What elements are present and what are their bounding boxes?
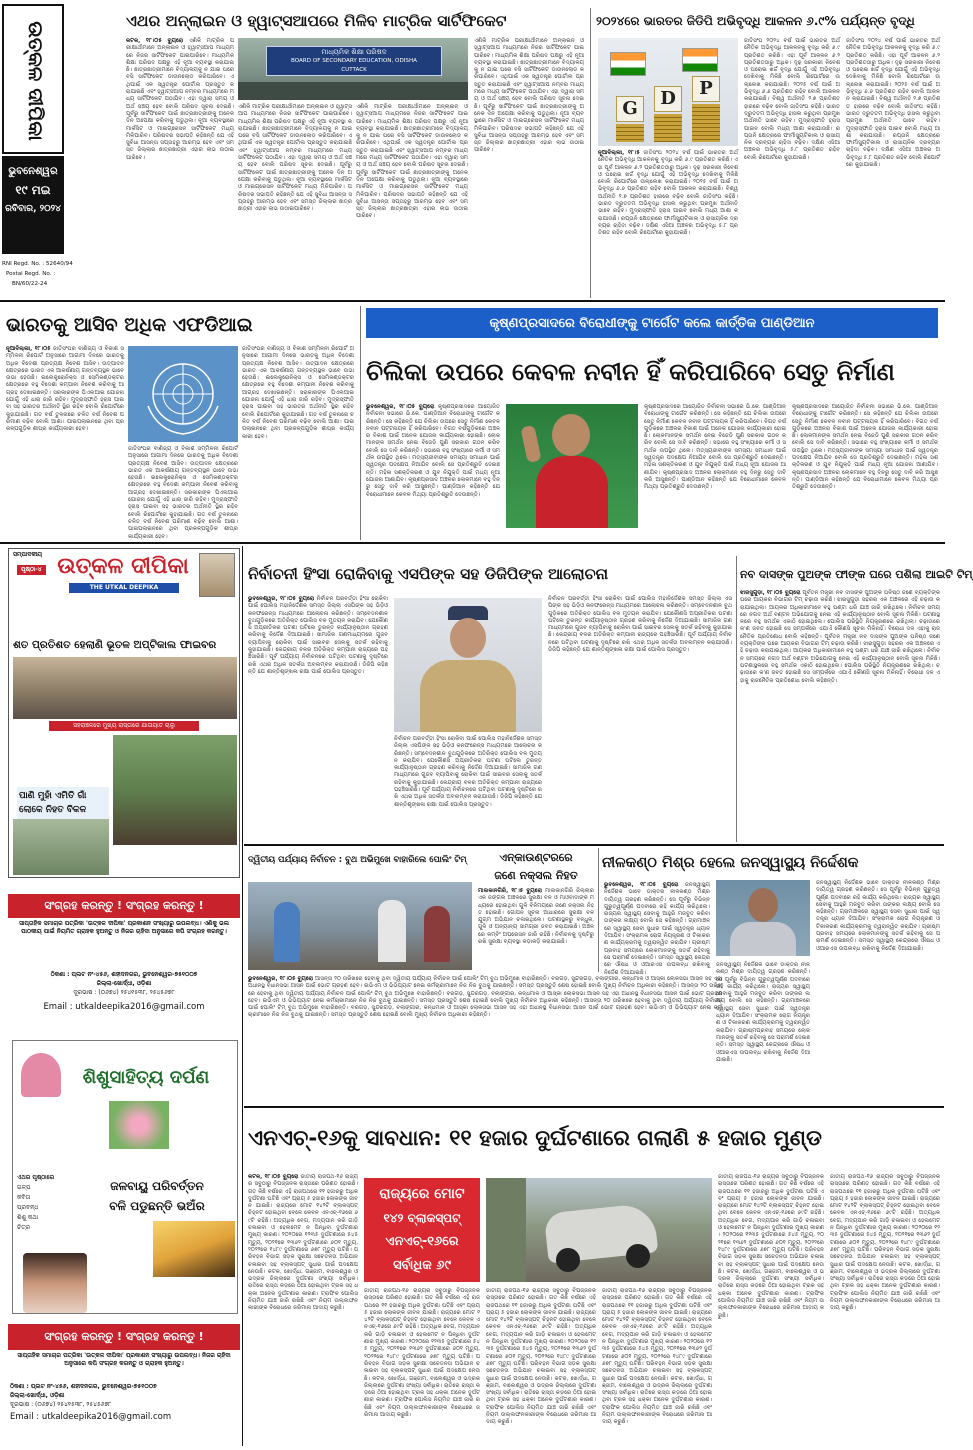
magazine-label: ସମ୍ପାଦକୀୟ	[13, 551, 43, 558]
fdi-body-col3: ଜାତିସଂଘର ବାଣିଜ୍ୟ ଓ ବିକାଶ ସମ୍ମିଳନୀ ରିପୋର୍ଟ ଅନୁସାରେ ଆଗାମୀ ଦିନରେ ଭାରତକୁ ଅଧିକ ବିଦେଶୀ ପ୍ରତ୍ୟକ୍ଷ ନିବେଶ ଆସିବ। ଉତ୍ପାଦନ କ୍ଷେତ୍ରରେ ଭାରତ ଏକ ଆକର୍ଷଣୀୟ ଗନ୍ତବ୍ୟସ୍ଥଳ ଭାବେ ଉଭା ହେଉଛି। ଇଲେକ୍ଟ୍ରୋନିକ୍ସ ଓ ସେମିକଣ୍ଡକ୍ଟର କ୍ଷେତ୍ରରେ ବହୁ ବିଦେଶୀ କମ୍ପାନୀ ନିବେଶ କରିବାକୁ ଆଗ୍ରହ ଦେଖାଇଛନ୍ତି। ସରକାରଙ୍କ ପିଏଲଆଇ ଯୋଜନା ଯୋଗୁଁ ଏହି ଧାରା ଜାରି ରହିବ। ମୁଦ୍ରାସ୍ଫୀତି ହ୍ରାସ ପାଇବା ସହ ଭାରତର ଅର୍ଥନୀତି ସ୍ଥିର ରହିବ ବୋଲି ରିପୋର୍ଟରେ କୁହାଯାଇଛି। ଗତ ବର୍ଷ ତୁଳନାରେ ଚଳିତ ବର୍ଷ ନିବେଶ ପରିମାଣ ବଢ଼ିବ ବୋଲି ଆଶା। ପାଇପଲାଇନରେ ଥିବା ପ୍ରକଳ୍ପଗୁଡ଼ିକ ଶୀଘ୍ର କାର୍ଯ୍ୟକାରୀ ହେବ।	[242, 346, 354, 440]
un-emblem-icon	[128, 346, 238, 442]
nilakantha-body-col2: ଜନସ୍ୱାସ୍ଥ୍ୟ ନିର୍ଦ୍ଦେଶକ ଭାବେ ଡାକ୍ତର ନୀଳକଣ୍ଠ ମିଶ୍ର ଦାୟିତ୍ୱ ଗ୍ରହଣ କରିଛନ୍ତି। ସେ ପୂର୍ବରୁ ବିଭିନ୍ନ ଗୁରୁତ୍ୱପୂର୍ଣ୍ଣ ପଦବୀରେ ରହି କାର୍ଯ୍ୟ କରିଥିଲେ। ରାଜ୍ୟର ସ୍ୱାସ୍ଥ୍ୟ ସେବାକୁ ଆହୁରି ମଜବୁତ କରିବା ତାଙ୍କର ଲକ୍ଷ୍ୟ ବୋଲି ସେ କହିଛନ୍ତି। ଗ୍ରାମାଞ୍ଚଳରେ ସ୍ୱାସ୍ଥ୍ୟ ସେବା ସୁଧାର ପାଇଁ ସ୍ୱତନ୍ତ୍ର ଧ୍ୟାନ ଦିଆଯିବ। ସଂକ୍ରାମକ ରୋଗ ନିୟନ୍ତ୍ରଣ ଓ ଟିକାକରଣ କାର୍ଯ୍ୟକ୍ରମକୁ ତ୍ୱରାନ୍ୱିତ କରାଯିବ। ଗ୍ରୀଷ୍ମପ୍ରବାହ ସମୟରେ ଲୋକମାନଙ୍କୁ ସତର୍କ ରହିବାକୁ ସେ ପରାମର୍ଶ ଦେଇଛନ୍ତି। ସମସ୍ତ ସ୍ୱାସ୍ଥ୍ୟ କେନ୍ଦ୍ରରେ ଔଷଧ ଓ ଓଆରଏସ ଉପଲବ୍ଧ ରଖିବାକୁ ନିର୍ଦ୍ଦେଶ ଦିଆଯାଇଛି।	[716, 962, 810, 1063]
magazine-title: ଉତ୍କଳ ଦୀପିକା	[57, 553, 189, 579]
encounter-body: ମାଲକାନଗିରି, ୧୮।୫ ବ୍ୟୁରୋ ମାଲକାନଗିରି ଜିଲ୍ଲାର ଏକ ଜଙ୍ଗଲ ଅଞ୍ଚଳରେ ସୁରକ୍ଷା ବଳ ଓ ମାଓବାଦୀଙ୍କ ମଧ୍ୟରେ ହୋଇଥିବା ଗୁଳି ବିନିମୟରେ ଜଣେ ନକ୍ସଲ ନିହତ ହୋଇଛି। ଗୋପନ ସୂଚନା ଆଧାରରେ ସୁରକ୍ଷା ବଳ ଯୁଗ୍ମ ଅଭିଯାନ ଚଳାଇଥିଲେ। ଘଟଣାସ୍ଥଳରୁ ବନ୍ଧୁକ, ଗୁଳି ଓ ଅନ୍ୟାନ୍ୟ ସାମଗ୍ରୀ ଜବତ କରାଯାଇଛି। ଅଞ୍ଚଳରେ କମ୍ବିଂ ଅପରେସନ ଜାରି ରହିଛି। ନିର୍ବାଚନକୁ ଦୃଷ୍ଟିରୁ ରଖି ସୁରକ୍ଷା ବ୍ୟବସ୍ଥା କଡ଼ାକଡ଼ି କରାଯାଇଛି।	[478, 888, 595, 946]
girl-portrait	[23, 1253, 87, 1313]
children-magazine-promo[interactable]	[12, 1040, 238, 1314]
nh16-body-col4: ଜାତୀୟ ରାଜପଥ-୧୬ ରାଜ୍ୟର ସବୁଠାରୁ ବିପଜ୍ଜନକ ରାସ୍ତାରେ ପରିଣତ ହୋଇଛି। ଗତ କିଛି ବର୍ଷରେ ଏହି ରାଜପଥରେ ୧୧ ହଜାରରୁ ଅଧିକ ଦୁର୍ଘଟଣା ଘଟିଛି ଏବଂ ପ୍ରାୟ ୫ ହଜାର ଲୋକଙ୍କ ଜୀବନ ଯାଇଛି। ରାଜ୍ୟରେ ମୋଟ ୧୪୨ଟି ବ୍ଲାକସ୍ପଟ୍ ଚିହ୍ନଟ ହୋଇଥିବା ବେଳେ କେବଳ ଏନଏଚ୍-୧୬ରେ ୬୯ଟି ରହିଛି। ଅତ୍ୟଧିକ ବେଗ, ମଦ୍ୟପାନ କରି ଗାଡ଼ି ଚଳାଇବା ଓ ହେଲମେଟ ନ ପିନ୍ଧିବା ଦୁର୍ଘଟଣାର ମୁଖ୍ୟ କାରଣ। ୨୦୨୦ରେ ୧୨୩୫ ଦୁର୍ଘଟଣାରେ ୫୪୫ ମୃତ୍ୟୁ, ୨୦୨୧ରେ ୧୩୬୨ ଦୁର୍ଘଟଣାରେ ୬୦୧ ମୃତ୍ୟୁ, ୨୦୨୨ରେ ୧୪୮୯ ଦୁର୍ଘଟଣାରେ ୬୭୮ ମୃତ୍ୟୁ ଘଟିଛି। ପରିବହନ ବିଭାଗ ସଡ଼କ ସୁରକ୍ଷା ସଚେତନତା ଅଭିଯାନ ଚଳାଇବା ସହ ବ୍ଲାକସ୍ପଟ୍ ସୁଧାର ପାଇଁ ପଦକ୍ଷେପ ନେଉଛି। କଟକ, ଖୋର୍ଦ୍ଧା, ଗଞ୍ଜାମ, ବାଲେଶ୍ୱର ଓ ଭଦ୍ରକ ଜିଲ୍ଲାରେ ଦୁର୍ଘଟଣା ସଂଖ୍ୟା ସର୍ବାଧିକ। ରାତିରେ ରାସ୍ତା କଡ଼ରେ ଠିଆ ହୋଇଥିବା ଟ୍ରକ ସହ ଧକ୍କା ଅନେକ ଦୁର୍ଘଟଣାର କାରଣ। ଟ୍ରାଫିକ ପୋଲିସ ନିୟମିତ ଯାଞ୍ଚ ଜାରି ରଖିଛି ଏବଂ ନିୟମ ଉଲ୍ଲଙ୍ଘନକାରୀଙ୍କ ବିରୋଧରେ ଜରିମାନା ଆଦାୟ କରୁଛି।	[602, 1288, 712, 1426]
violence-body-col1	[248, 596, 388, 836]
nabadas-headline[interactable]: ନବ ଦାସଙ୍କ ପୁଅଙ୍କ ଫୀଙ୍କ ଘରେ ପଶିଲା ଆଇଟି ଟିମ୍	[740, 568, 973, 581]
magazine-page: ପୃଷ୍ଠା-୪	[17, 565, 46, 575]
promo1-district: ଜିଲ୍ଲା-ଖୋର୍ଦ୍ଧା, ଓଡ଼ିଶା	[96, 980, 152, 987]
village-photo	[113, 735, 237, 845]
board-sign-english: BOARD OF SECONDARY EDUCATION, ODISHA	[291, 58, 417, 64]
polling-team-photo	[248, 882, 472, 970]
nabadas-dateline: ଝାରସୁଗୁଡ଼ା, ୧୮।୦୫ ବ୍ୟୁରୋ	[740, 590, 801, 596]
phase2-headline[interactable]: ଦ୍ୱିତୀୟ ପର୍ଯ୍ୟାୟ ନିର୍ବାଚନ : ବୁଥ ଅଭିମୁଖେ ବାହାରିଲେ ପୋଲିଂ ଟିମ୍	[248, 855, 467, 865]
inset-caption: ସହରାଞ୍ଚଳରେ ମୁଖ୍ୟ ରାସ୍ତାରେ ଯାତାୟାତ ଚାଲୁ	[49, 721, 199, 731]
section-rule	[244, 844, 944, 846]
violence-dateline: ଭୁବନେଶ୍ୱର, ୧୮।୦୫ ବ୍ୟୁରୋ	[248, 596, 315, 602]
founder-portrait	[199, 553, 235, 597]
violence-headline[interactable]: ନିର୍ବାଚନୀ ହିଂସା ରୋକିବାକୁ ଏସପିଙ୍କ ସହ ଡିଜିପିଙ୍କ ଆଲୋଚନା	[248, 565, 609, 583]
postal-number: BN/60/22-24	[12, 281, 48, 287]
masthead-city: ଭୁବନେଶ୍ୱର	[8, 166, 58, 177]
masthead-date: ୧୯ ମଇ	[15, 183, 51, 197]
gdp-letter-g: G	[616, 96, 644, 122]
gdp-body: ଜାତିସଂଘ ୨୦୨୪ ବର୍ଷ ପାଇଁ ଭାରତର ଅର୍ଥନୈତିକ ଅଭିବୃଦ୍ଧି ଆକଳନକୁ ବୃଦ୍ଧି କରି ୬.୯ ପ୍ରତିଶତ କରିଛି। ଏହା ପୂର୍ବ ଆକଳନ ୬.୨ ପ୍ରତିଶତଠାରୁ ଅଧିକ। ଦୃଢ଼ ସରକାରୀ ନିବେଶ ଓ ଘରୋଇ ଖର୍ଚ୍ଚ ବୃଦ୍ଧି ଯୋଗୁଁ ଏହି ଅଭିବୃଦ୍ଧି ଦେଖିବାକୁ ମିଳିଛି ବୋଲି ରିପୋର୍ଟରେ ଉଲ୍ଲେଖ କରାଯାଇଛି। ୨୦୨୫ ବର୍ଷ ପାଇଁ ଅଭିବୃଦ୍ଧି ୬.୬ ପ୍ରତିଶତ ରହିବ ବୋଲି ଆକଳନ କରାଯାଇଛି। ବିଶ୍ୱ ଅର୍ଥନୀତି ୨.୭ ପ୍ରତିଶତ ହାରରେ ବଢ଼ିବ ବୋଲି ଜାତିସଂଘ କହିଛି। ଭାରତ ଦ୍ରୁତତମ ଅଭିବୃଦ୍ଧି ହାସଲ କରୁଥିବା ପ୍ରମୁଖ ଅର୍ଥନୀତି ଭାବେ ରହିବ। ମୁଦ୍ରାସ୍ଫୀତି ହ୍ରାସ ପାଇବ ବୋଲି ମଧ୍ୟ ଆଶା କରାଯାଉଛି। ରପ୍ତାନି କ୍ଷେତ୍ରରେ ଫାର୍ମାସ୍ୟୁଟିକାଲ ଓ ରାସାୟନିକ ଦ୍ରବ୍ୟର ଚାହିଦା ବଢ଼ିବ। ଦକ୍ଷିଣ ଏସିଆ ଅଞ୍ଚଳର ଅଭିବୃଦ୍ଧି ୫.୮ ପ୍ରତିଶତ ରହିବ ବୋଲି ରିପୋର୍ଟରେ କୁହାଯାଇଛି।	[598, 150, 738, 237]
gdp-body-col1	[598, 150, 738, 294]
phase2-body: ଭୁବନେଶ୍ୱର, ୧୮।୦୫ ବ୍ୟୁରୋ ଆସନ୍ତା ୨୦ ତାରିଖରେ ହେବାକୁ ଥିବା ଦ୍ୱିତୀୟ ପର୍ଯ୍ୟାୟ ନିର୍ବାଚନ ପାଇଁ ପୋଲିଂ ଟିମ୍ ବୁଥ ଅଭିମୁଖେ ବାହାରିଛନ୍ତି। ବରଗଡ଼, ସୁନ୍ଦରଗଡ଼, ବଲାଙ୍ଗୀର, କନ୍ଧମାଳ ଓ ଆସ୍କା ଲୋକସଭା ଆସନ ସହ ଏହା ଅଧୀନସ୍ଥ ବିଧାନସଭା ଆସନ ପାଇଁ ଭୋଟ ଗ୍ରହଣ ହେବ। ଇଭିଏମ ଓ ଭିଭିପ୍ୟାଟ ନେଇ କର୍ମଚାରୀମାନେ ନିଜ ନିଜ ବୁଥକୁ ଯାଇଛନ୍ତି। ସମସ୍ତ ପ୍ରସ୍ତୁତି ଶେଷ ହୋଇଛି ବୋଲି ମୁଖ୍ୟ ନିର୍ବାଚନ ଅଧିକାରୀ କହିଛନ୍ତି। ଆସନ୍ତା ୨୦ ତାରିଖରେ ହେବାକୁ ଥିବା ଦ୍ୱିତୀୟ ପର୍ଯ୍ୟାୟ ନିର୍ବାଚନ ପାଇଁ ପୋଲିଂ ଟିମ୍ ବୁଥ ଅଭିମୁଖେ ବାହାରିଛନ୍ତି। ବରଗଡ଼, ସୁନ୍ଦରଗଡ଼, ବଲାଙ୍ଗୀର, କନ୍ଧମାଳ ଓ ଆସ୍କା ଲୋକସଭା ଆସନ ସହ ଏହା ଅଧୀନସ୍ଥ ବିଧାନସଭା ଆସନ ପାଇଁ ଭୋଟ ଗ୍ରହଣ ହେବ। ଇଭିଏମ ଓ ଭିଭିପ୍ୟାଟ ନେଇ କର୍ମଚାରୀମାନେ ନିଜ ନିଜ ବୁଥକୁ ଯାଇଛନ୍ତି। ସମସ୍ତ ପ୍ରସ୍ତୁତି ଶେଷ ହୋଇଛି ବୋଲି ମୁଖ୍ୟ ନିର୍ବାଚନ ଅଧିକାରୀ କହିଛନ୍ତି। ଆସନ୍ତା ୨୦ ତାରିଖରେ ହେବାକୁ ଥିବା ଦ୍ୱିତୀୟ ପର୍ଯ୍ୟାୟ ନିର୍ବାଚନ ପାଇଁ ପୋଲିଂ ଟିମ୍ ବୁଥ ଅଭିମୁଖେ ବାହାରିଛନ୍ତି। ବରଗଡ଼, ସୁନ୍ଦରଗଡ଼, ବଲାଙ୍ଗୀର, କନ୍ଧମାଳ ଓ ଆସ୍କା ଲୋକସଭା ଆସନ ସହ ଏହା ଅଧୀନସ୍ଥ ବିଧାନସଭା ଆସନ ପାଇଁ ଭୋଟ ଗ୍ରହଣ ହେବ। ଇଭିଏମ ଓ ଭିଭିପ୍ୟାଟ ନେଇ କର୍ମଚାରୀମାନେ ନିଜ ନିଜ ବୁଥକୁ ଯାଇଛନ୍ତି। ସମସ୍ତ ପ୍ରସ୍ତୁତି ଶେଷ ହୋଇଛି ବୋଲି ମୁଖ୍ୟ ନିର୍ବାଚନ ଅଧିକାରୀ କହିଛନ୍ତି।	[248, 976, 723, 1019]
nh16-dateline: କଟକ, ୧୮।୦୫ ବ୍ୟୁରୋ	[248, 1174, 299, 1180]
nh16-body-col3: ଜାତୀୟ ରାଜପଥ-୧୬ ରାଜ୍ୟର ସବୁଠାରୁ ବିପଜ୍ଜନକ ରାସ୍ତାରେ ପରିଣତ ହୋଇଛି। ଗତ କିଛି ବର୍ଷରେ ଏହି ରାଜପଥରେ ୧୧ ହଜାରରୁ ଅଧିକ ଦୁର୍ଘଟଣା ଘଟିଛି ଏବଂ ପ୍ରାୟ ୫ ହଜାର ଲୋକଙ୍କ ଜୀବନ ଯାଇଛି। ରାଜ୍ୟରେ ମୋଟ ୧୪୨ଟି ବ୍ଲାକସ୍ପଟ୍ ଚିହ୍ନଟ ହୋଇଥିବା ବେଳେ କେବଳ ଏନଏଚ୍-୧୬ରେ ୬୯ଟି ରହିଛି। ଅତ୍ୟଧିକ ବେଗ, ମଦ୍ୟପାନ କରି ଗାଡ଼ି ଚଳାଇବା ଓ ହେଲମେଟ ନ ପିନ୍ଧିବା ଦୁର୍ଘଟଣାର ମୁଖ୍ୟ କାରଣ। ୨୦୨୦ରେ ୧୨୩୫ ଦୁର୍ଘଟଣାରେ ୫୪୫ ମୃତ୍ୟୁ, ୨୦୨୧ରେ ୧୩୬୨ ଦୁର୍ଘଟଣାରେ ୬୦୧ ମୃତ୍ୟୁ, ୨୦୨୨ରେ ୧୪୮୯ ଦୁର୍ଘଟଣାରେ ୬୭୮ ମୃତ୍ୟୁ ଘଟିଛି। ପରିବହନ ବିଭାଗ ସଡ଼କ ସୁରକ୍ଷା ସଚେତନତା ଅଭିଯାନ ଚଳାଇବା ସହ ବ୍ଲାକସ୍ପଟ୍ ସୁଧାର ପାଇଁ ପଦକ୍ଷେପ ନେଉଛି। କଟକ, ଖୋର୍ଦ୍ଧା, ଗଞ୍ଜାମ, ବାଲେଶ୍ୱର ଓ ଭଦ୍ରକ ଜିଲ୍ଲାରେ ଦୁର୍ଘଟଣା ସଂଖ୍ୟା ସର୍ବାଧିକ। ରାତିରେ ରାସ୍ତା କଡ଼ରେ ଠିଆ ହୋଇଥିବା ଟ୍ରକ ସହ ଧକ୍କା ଅନେକ ଦୁର୍ଘଟଣାର କାରଣ। ଟ୍ରାଫିକ ପୋଲିସ ନିୟମିତ ଯାଞ୍ଚ ଜାରି ରଖିଛି ଏବଂ ନିୟମ ଉଲ୍ଲଙ୍ଘନକାରୀଙ୍କ ବିରୋଧରେ ଜରିମାନା ଆଦାୟ କରୁଛି।	[486, 1288, 596, 1426]
section-rule	[0, 300, 945, 302]
nh16-headline[interactable]: ଏନଏଚ୍-୧୬କୁ ସାବଧାନ: ୧୧ ହଜାର ଦୁର୍ଘଟଣାରେ ଗଲାଣି ୫ ହଜାର ମୁଣ୍ଡ	[248, 1126, 822, 1151]
chilika-kicker: କୃଷ୍ଣପ୍ରସାଦରେ ବିରୋଧୀଙ୍କୁ ଟାର୍ଗେଟ କଲେ କାର୍ତ୍ତିକ ପାଣ୍ଡିଆନ	[366, 308, 938, 338]
blackspot-callout	[364, 1178, 480, 1282]
gdp-letter-p: P	[692, 76, 720, 102]
nh16-body-col2: ଜାତୀୟ ରାଜପଥ-୧୬ ରାଜ୍ୟର ସବୁଠାରୁ ବିପଜ୍ଜନକ ରାସ୍ତାରେ ପରିଣତ ହୋଇଛି। ଗତ କିଛି ବର୍ଷରେ ଏହି ରାଜପଥରେ ୧୧ ହଜାରରୁ ଅଧିକ ଦୁର୍ଘଟଣା ଘଟିଛି ଏବଂ ପ୍ରାୟ ୫ ହଜାର ଲୋକଙ୍କ ଜୀବନ ଯାଇଛି। ରାଜ୍ୟରେ ମୋଟ ୧୪୨ଟି ବ୍ଲାକସ୍ପଟ୍ ଚିହ୍ନଟ ହୋଇଥିବା ବେଳେ କେବଳ ଏନଏଚ୍-୧୬ରେ ୬୯ଟି ରହିଛି। ଅତ୍ୟଧିକ ବେଗ, ମଦ୍ୟପାନ କରି ଗାଡ଼ି ଚଳାଇବା ଓ ହେଲମେଟ ନ ପିନ୍ଧିବା ଦୁର୍ଘଟଣାର ମୁଖ୍ୟ କାରଣ। ୨୦୨୦ରେ ୧୨୩୫ ଦୁର୍ଘଟଣାରେ ୫୪୫ ମୃତ୍ୟୁ, ୨୦୨୧ରେ ୧୩୬୨ ଦୁର୍ଘଟଣାରେ ୬୦୧ ମୃତ୍ୟୁ, ୨୦୨୨ରେ ୧୪୮୯ ଦୁର୍ଘଟଣାରେ ୬୭୮ ମୃତ୍ୟୁ ଘଟିଛି। ପରିବହନ ବିଭାଗ ସଡ଼କ ସୁରକ୍ଷା ସଚେତନତା ଅଭିଯାନ ଚଳାଇବା ସହ ବ୍ଲାକସ୍ପଟ୍ ସୁଧାର ପାଇଁ ପଦକ୍ଷେପ ନେଉଛି। କଟକ, ଖୋର୍ଦ୍ଧା, ଗଞ୍ଜାମ, ବାଲେଶ୍ୱର ଓ ଭଦ୍ରକ ଜିଲ୍ଲାରେ ଦୁର୍ଘଟଣା ସଂଖ୍ୟା ସର୍ବାଧିକ। ରାତିରେ ରାସ୍ତା କଡ଼ରେ ଠିଆ ହୋଇଥିବା ଟ୍ରକ ସହ ଧକ୍କା ଅନେକ ଦୁର୍ଘଟଣାର କାରଣ। ଟ୍ରାଫିକ ପୋଲିସ ନିୟମିତ ଯାଞ୍ଚ ଜାରି ରଖିଛି ଏବଂ ନିୟମ ଉଲ୍ଲଙ୍ଘନକାରୀଙ୍କ ବିରୋଧରେ ଜରିମାନା ଆଦାୟ କରୁଛି।	[364, 1288, 480, 1419]
masthead-date-box	[2, 156, 64, 254]
india-flag-icon	[682, 48, 718, 72]
postal-label: Postal Regd. No. :	[6, 271, 56, 277]
certificate-body-col1	[126, 38, 234, 294]
children-magazine-title: ଶିଶୁସାହିତ୍ୟ ଦର୍ପଣ	[82, 1067, 210, 1088]
callout-line-3: ଏନଏଚ୍-୧୬ରେ	[385, 1234, 459, 1249]
street-photo	[13, 657, 237, 719]
nilakantha-photo	[716, 880, 810, 956]
phase2-dateline: ଭୁବନେଶ୍ୱର, ୧୮।୦୫ ବ୍ୟୁରୋ	[248, 976, 314, 982]
column-divider	[242, 546, 243, 1446]
column-divider	[598, 848, 599, 972]
fdi-body-col1	[6, 346, 124, 536]
climate-headline-2[interactable]: ବଳି ପଡୁଛନ୍ତି ଭଅଁର	[109, 1199, 205, 1213]
chilika-body-col3: କୃଷ୍ଣପ୍ରସାଦରେ ଆୟୋଜିତ ନିର୍ବାଚନୀ ସଭାରେ ଭି.କେ. ପାଣ୍ଡିଆନ ବିରୋଧୀଙ୍କୁ ଟାର୍ଗେଟ କରିଛନ୍ତି। ସେ କହିଛନ୍ତି ଯେ ଚିଲିକା ଉପରେ ସେତୁ ନିର୍ମାଣ କେବଳ ନବୀନ ପଟ୍ଟନାୟକ ହିଁ କରିପାରିବେ। ବିଗତ ବର୍ଷଗୁଡ଼ିକରେ ଅଞ୍ଚଳର ବିକାଶ ପାଇଁ ଅନେକ ଯୋଜନା କାର୍ଯ୍ୟକାରୀ ହୋଇଛି। ଲୋକମାନଙ୍କ ସମର୍ଥନ ନେଇ ବିଜେଡି ପୁଣି ସରକାର ଗଠନ କରିବ ବୋଲି ସେ ଦାବି କରିଛନ୍ତି। ସଭାରେ ବହୁ ସଂଖ୍ୟାରେ କର୍ମୀ ଓ ସମର୍ଥକ ଉପସ୍ଥିତ ଥିଲେ। ମତ୍ସ୍ୟଜୀବୀଙ୍କ ସମସ୍ୟା ସମାଧାନ ପାଇଁ ସ୍ୱତନ୍ତ୍ର ପଦକ୍ଷେପ ନିଆଯିବ ବୋଲି ସେ ପ୍ରତିଶ୍ରୁତି ଦେଇଛନ୍ତି। ମହିଳା ସଶକ୍ତିକରଣ ଓ ଯୁବ ନିଯୁକ୍ତି ପାଇଁ ମଧ୍ୟ ନୂଆ ଯୋଜନା ଆଣାଯିବ। କୃଷ୍ଣପ୍ରସାଦ ଅଞ୍ଚଳର ଲୋକମାନେ ବହୁ ଦିନରୁ ସେତୁ ଦାବି କରି ଆସୁଛନ୍ତି। ପାଣ୍ଡିଆନ କହିଛନ୍ତି ଯେ ବିରୋଧୀମାନେ କେବଳ ମିଥ୍ୟା ପ୍ରତିଶ୍ରୁତି ଦେଉଛନ୍ତି।	[792, 404, 938, 491]
paper-name: ଉତ୍କଳ ଦୀପିକା	[24, 21, 48, 141]
nilakantha-dateline: ଭୁବନେଶ୍ୱର, ୧୮।୦୫ ବ୍ୟୁରୋ	[604, 882, 679, 888]
nilakantha-body: ଜନସ୍ୱାସ୍ଥ୍ୟ ନିର୍ଦ୍ଦେଶକ ଭାବେ ଡାକ୍ତର ନୀଳକଣ୍ଠ ମିଶ୍ର ଦାୟିତ୍ୱ ଗ୍ରହଣ କରିଛନ୍ତି। ସେ ପୂର୍ବରୁ ବିଭିନ୍ନ ଗୁରୁତ୍ୱପୂର୍ଣ୍ଣ ପଦବୀରେ ରହି କାର୍ଯ୍ୟ କରିଥିଲେ। ରାଜ୍ୟର ସ୍ୱାସ୍ଥ୍ୟ ସେବାକୁ ଆହୁରି ମଜବୁତ କରିବା ତାଙ୍କର ଲକ୍ଷ୍ୟ ବୋଲି ସେ କହିଛନ୍ତି। ଗ୍ରାମାଞ୍ଚଳରେ ସ୍ୱାସ୍ଥ୍ୟ ସେବା ସୁଧାର ପାଇଁ ସ୍ୱତନ୍ତ୍ର ଧ୍ୟାନ ଦିଆଯିବ। ସଂକ୍ରାମକ ରୋଗ ନିୟନ୍ତ୍ରଣ ଓ ଟିକାକରଣ କାର୍ଯ୍ୟକ୍ରମକୁ ତ୍ୱରାନ୍ୱିତ କରାଯିବ। ଗ୍ରୀଷ୍ମପ୍ରବାହ ସମୟରେ ଲୋକମାନଙ୍କୁ ସତର୍କ ରହିବାକୁ ସେ ପରାମର୍ଶ ଦେଇଛନ୍ତି। ସମସ୍ତ ସ୍ୱାସ୍ଥ୍ୟ କେନ୍ଦ୍ରରେ ଔଷଧ ଓ ଓଆରଏସ ଉପଲବ୍ଧ ରଖିବାକୁ ନିର୍ଦ୍ଦେଶ ଦିଆଯାଇଛି।	[604, 882, 711, 976]
promo1-phone: ଦୂରଭାଷ : (୦୬୭୪) ୨୫୪୧୫୩୮, ୨୫୪୫୬୭୮	[73, 989, 175, 996]
callout-line-4: ସର୍ବାଧିକ ୬୯	[393, 1258, 451, 1273]
lotus-photo	[109, 1101, 169, 1149]
chilika-headline[interactable]: ଚିଲିକା ଉପରେ କେବଳ ନବୀନ ହିଁ କରିପାରିବେ ସେତୁ ନିର୍ମାଣ	[366, 358, 895, 386]
column-divider	[360, 306, 361, 540]
water-photo	[13, 819, 109, 875]
column-divider	[590, 8, 591, 298]
nh16-body: ଜାତୀୟ ରାଜପଥ-୧୬ ରାଜ୍ୟର ସବୁଠାରୁ ବିପଜ୍ଜନକ ରାସ୍ତାରେ ପରିଣତ ହୋଇଛି। ଗତ କିଛି ବର୍ଷରେ ଏହି ରାଜପଥରେ ୧୧ ହଜାରରୁ ଅଧିକ ଦୁର୍ଘଟଣା ଘଟିଛି ଏବଂ ପ୍ରାୟ ୫ ହଜାର ଲୋକଙ୍କ ଜୀବନ ଯାଇଛି। ରାଜ୍ୟରେ ମୋଟ ୧୪୨ଟି ବ୍ଲାକସ୍ପଟ୍ ଚିହ୍ନଟ ହୋଇଥିବା ବେଳେ କେବଳ ଏନଏଚ୍-୧୬ରେ ୬୯ଟି ରହିଛି। ଅତ୍ୟଧିକ ବେଗ, ମଦ୍ୟପାନ କରି ଗାଡ଼ି ଚଳାଇବା ଓ ହେଲମେଟ ନ ପିନ୍ଧିବା ଦୁର୍ଘଟଣାର ମୁଖ୍ୟ କାରଣ। ୨୦୨୦ରେ ୧୨୩୫ ଦୁର୍ଘଟଣାରେ ୫୪୫ ମୃତ୍ୟୁ, ୨୦୨୧ରେ ୧୩୬୨ ଦୁର୍ଘଟଣାରେ ୬୦୧ ମୃତ୍ୟୁ, ୨୦୨୨ରେ ୧୪୮୯ ଦୁର୍ଘଟଣାରେ ୬୭୮ ମୃତ୍ୟୁ ଘଟିଛି। ପରିବହନ ବିଭାଗ ସଡ଼କ ସୁରକ୍ଷା ସଚେତନତା ଅଭିଯାନ ଚଳାଇବା ସହ ବ୍ଲାକସ୍ପଟ୍ ସୁଧାର ପାଇଁ ପଦକ୍ଷେପ ନେଉଛି। କଟକ, ଖୋର୍ଦ୍ଧା, ଗଞ୍ଜାମ, ବାଲେଶ୍ୱର ଓ ଭଦ୍ରକ ଜିଲ୍ଲାରେ ଦୁର୍ଘଟଣା ସଂଖ୍ୟା ସର୍ବାଧିକ। ରାତିରେ ରାସ୍ତା କଡ଼ରେ ଠିଆ ହୋଇଥିବା ଟ୍ରକ ସହ ଧକ୍କା ଅନେକ ଦୁର୍ଘଟଣାର କାରଣ। ଟ୍ରାଫିକ ପୋଲିସ ନିୟମିତ ଯାଞ୍ଚ ଜାରି ରଖିଛି ଏବଂ ନିୟମ ଉଲ୍ଲଙ୍ଘନକାରୀଙ୍କ ବିରୋଧରେ ଜରିମାନା ଆଦାୟ କରୁଛି।	[248, 1174, 358, 1312]
callout-line-1: ରାଜ୍ୟରେ ମୋଟ	[379, 1186, 465, 1202]
chilika-body-col1	[366, 404, 500, 536]
column-divider	[736, 556, 737, 842]
promo3-email[interactable]: Email : utkaldeepika2016@gmail.com	[10, 1412, 172, 1422]
crash-photo	[486, 1178, 712, 1282]
pandian-photo	[506, 404, 638, 528]
gdp-body-col2: ଜାତିସଂଘ ୨୦୨୪ ବର୍ଷ ପାଇଁ ଭାରତର ଅର୍ଥନୈତିକ ଅଭିବୃଦ୍ଧି ଆକଳନକୁ ବୃଦ୍ଧି କରି ୬.୯ ପ୍ରତିଶତ କରିଛି। ଏହା ପୂର୍ବ ଆକଳନ ୬.୨ ପ୍ରତିଶତଠାରୁ ଅଧିକ। ଦୃଢ଼ ସରକାରୀ ନିବେଶ ଓ ଘରୋଇ ଖର୍ଚ୍ଚ ବୃଦ୍ଧି ଯୋଗୁଁ ଏହି ଅଭିବୃଦ୍ଧି ଦେଖିବାକୁ ମିଳିଛି ବୋଲି ରିପୋର୍ଟରେ ଉଲ୍ଲେଖ କରାଯାଇଛି। ୨୦୨୫ ବର୍ଷ ପାଇଁ ଅଭିବୃଦ୍ଧି ୬.୬ ପ୍ରତିଶତ ରହିବ ବୋଲି ଆକଳନ କରାଯାଇଛି। ବିଶ୍ୱ ଅର୍ଥନୀତି ୨.୭ ପ୍ରତିଶତ ହାରରେ ବଢ଼ିବ ବୋଲି ଜାତିସଂଘ କହିଛି। ଭାରତ ଦ୍ରୁତତମ ଅଭିବୃଦ୍ଧି ହାସଲ କରୁଥିବା ପ୍ରମୁଖ ଅର୍ଥନୀତି ଭାବେ ରହିବ। ମୁଦ୍ରାସ୍ଫୀତି ହ୍ରାସ ପାଇବ ବୋଲି ମଧ୍ୟ ଆଶା କରାଯାଉଛି। ରପ୍ତାନି କ୍ଷେତ୍ରରେ ଫାର୍ମାସ୍ୟୁଟିକାଲ ଓ ରାସାୟନିକ ଦ୍ରବ୍ୟର ଚାହିଦା ବଢ଼ିବ। ଦକ୍ଷିଣ ଏସିଆ ଅଞ୍ଚଳର ଅଭିବୃଦ୍ଧି ୫.୮ ପ୍ରତିଶତ ରହିବ ବୋଲି ରିପୋର୍ଟରେ କୁହାଯାଇଛି।	[744, 38, 840, 161]
un-emblem-photo	[128, 346, 238, 442]
coin-stack-icon	[616, 124, 644, 142]
certificate-body: ଏଣିକି ମାଟ୍ରିକ ପରୀକ୍ଷାର୍ଥୀମାନେ ଅନ୍‌ଲାଇନ ଓ ହ୍ୱାଟ୍ସଆପ ମାଧ୍ୟମରେ ନିଜର ସାର୍ଟିଫିକେଟ ପାଇପାରିବେ। ମାଧ୍ୟମିକ ଶିକ୍ଷା ପରିଷଦ ପକ୍ଷରୁ ଏହି ନୂଆ ବ୍ୟବସ୍ଥା କରାଯାଇଛି। ଛାତ୍ରଛାତ୍ରୀମାନେ ବିଦ୍ୟାଳୟକୁ ନ ଯାଇ ଘରେ ବସି ସାର୍ଟିଫିକେଟ ଡାଉନଲୋଡ କରିପାରିବେ। ଏଥିପାଇଁ ଏକ ସ୍ୱତନ୍ତ୍ର ପୋର୍ଟାଲ ପ୍ରସ୍ତୁତ କରାଯାଇଛି ଏବଂ ହ୍ୱାଟ୍ସଆପ ନମ୍ବର ମାଧ୍ୟମରେ ମଧ୍ୟ ସାର୍ଟିଫିକେଟ ପଠାଯିବ। ଏହା ଦ୍ୱାରା ସମୟ ଓ ଅର୍ଥ ସଞ୍ଚୟ ହେବ ବୋଲି ପରିଷଦ ସୂଚନା ଦେଇଛି। ପୂର୍ବରୁ ସାର୍ଟିଫିକେଟ ପାଇଁ ଛାତ୍ରଛାତ୍ରୀଙ୍କୁ ଅନେକ ଦିନ ଅପେକ୍ଷା କରିବାକୁ ପଡୁଥିଲା। ନୂଆ ବ୍ୟବସ୍ଥାରେ ମାର୍କସିଟ ଓ ମାଇଗ୍ରେସନ ସାର୍ଟିଫିକେଟ ମଧ୍ୟ ମିଳିପାରିବ। ପରିଷଦର ସଭାପତି କହିଛନ୍ତି ଯେ ଏହି ସୁବିଧା ଆସନ୍ତା ସପ୍ତାହରୁ ଆରମ୍ଭ ହେବ ଏବଂ ସମସ୍ତ ଜିଲ୍ଲାର ଛାତ୍ରଛାତ୍ରୀ ଏହାର ଲାଭ ଉଠାଇପାରିବେ।	[126, 38, 234, 161]
promo1-address: ଠିକଣା : ପ୍ଲଟ ନଂ-୪୫୬, ଶହୀଦନଗର, ଭୁବନେଶ୍ୱର-୭୫୧୦୦୭	[50, 971, 198, 978]
masthead	[2, 4, 73, 298]
certificate-body-col2: ଏଣିକି ମାଟ୍ରିକ ପରୀକ୍ଷାର୍ଥୀମାନେ ଅନ୍‌ଲାଇନ ଓ ହ୍ୱାଟ୍ସଆପ ମାଧ୍ୟମରେ ନିଜର ସାର୍ଟିଫିକେଟ ପାଇପାରିବେ। ମାଧ୍ୟମିକ ଶିକ୍ଷା ପରିଷଦ ପକ୍ଷରୁ ଏହି ନୂଆ ବ୍ୟବସ୍ଥା କରାଯାଇଛି। ଛାତ୍ରଛାତ୍ରୀମାନେ ବିଦ୍ୟାଳୟକୁ ନ ଯାଇ ଘରେ ବସି ସାର୍ଟିଫିକେଟ ଡାଉନଲୋଡ କରିପାରିବେ। ଏଥିପାଇଁ ଏକ ସ୍ୱତନ୍ତ୍ର ପୋର୍ଟାଲ ପ୍ରସ୍ତୁତ କରାଯାଇଛି ଏବଂ ହ୍ୱାଟ୍ସଆପ ନମ୍ବର ମାଧ୍ୟମରେ ମଧ୍ୟ ସାର୍ଟିଫିକେଟ ପଠାଯିବ। ଏହା ଦ୍ୱାରା ସମୟ ଓ ଅର୍ଥ ସଞ୍ଚୟ ହେବ ବୋଲି ପରିଷଦ ସୂଚନା ଦେଇଛି। ପୂର୍ବରୁ ସାର୍ଟିଫିକେଟ ପାଇଁ ଛାତ୍ରଛାତ୍ରୀଙ୍କୁ ଅନେକ ଦିନ ଅପେକ୍ଷା କରିବାକୁ ପଡୁଥିଲା। ନୂଆ ବ୍ୟବସ୍ଥାରେ ମାର୍କସିଟ ଓ ମାଇଗ୍ରେସନ ସାର୍ଟିଫିକେଟ ମଧ୍ୟ ମିଳିପାରିବ। ପରିଷଦର ସଭାପତି କହିଛନ୍ତି ଯେ ଏହି ସୁବିଧା ଆସନ୍ତା ସପ୍ତାହରୁ ଆରମ୍ଭ ହେବ ଏବଂ ସମସ୍ତ ଜିଲ୍ଲାର ଛାତ୍ରଛାତ୍ରୀ ଏହାର ଲାଭ ଉଠାଇପାରିବେ।	[238, 104, 352, 213]
masthead-logo	[2, 4, 64, 154]
promo3-district: ଜିଲ୍ଲା-ଖୋର୍ଦ୍ଧା, ଓଡ଼ିଶା	[10, 1392, 65, 1399]
encounter-headline-1[interactable]: ଏନ୍‌କାଉଣ୍ଟରରେ	[499, 851, 573, 864]
promo3-phone: ଦୂରଭାଷ : (୦୬୭୪) ୨୫୪୧୫୩୮, ୨୫୪୫୬୭୮	[10, 1401, 112, 1408]
fdi-dateline: ନୂଆଦିଲ୍ଲୀ, ୧୮।୦୫	[6, 346, 51, 352]
certificate-body-col4: ଏଣିକି ମାଟ୍ରିକ ପରୀକ୍ଷାର୍ଥୀମାନେ ଅନ୍‌ଲାଇନ ଓ ହ୍ୱାଟ୍ସଆପ ମାଧ୍ୟମରେ ନିଜର ସାର୍ଟିଫିକେଟ ପାଇପାରିବେ। ମାଧ୍ୟମିକ ଶିକ୍ଷା ପରିଷଦ ପକ୍ଷରୁ ଏହି ନୂଆ ବ୍ୟବସ୍ଥା କରାଯାଇଛି। ଛାତ୍ରଛାତ୍ରୀମାନେ ବିଦ୍ୟାଳୟକୁ ନ ଯାଇ ଘରେ ବସି ସାର୍ଟିଫିକେଟ ଡାଉନଲୋଡ କରିପାରିବେ। ଏଥିପାଇଁ ଏକ ସ୍ୱତନ୍ତ୍ର ପୋର୍ଟାଲ ପ୍ରସ୍ତୁତ କରାଯାଇଛି ଏବଂ ହ୍ୱାଟ୍ସଆପ ନମ୍ବର ମାଧ୍ୟମରେ ମଧ୍ୟ ସାର୍ଟିଫିକେଟ ପଠାଯିବ। ଏହା ଦ୍ୱାରା ସମୟ ଓ ଅର୍ଥ ସଞ୍ଚୟ ହେବ ବୋଲି ପରିଷଦ ସୂଚନା ଦେଇଛି। ପୂର୍ବରୁ ସାର୍ଟିଫିକେଟ ପାଇଁ ଛାତ୍ରଛାତ୍ରୀଙ୍କୁ ଅନେକ ଦିନ ଅପେକ୍ଷା କରିବାକୁ ପଡୁଥିଲା। ନୂଆ ବ୍ୟବସ୍ଥାରେ ମାର୍କସିଟ ଓ ମାଇଗ୍ରେସନ ସାର୍ଟିଫିକେଟ ମଧ୍ୟ ମିଳିପାରିବ। ପରିଷଦର ସଭାପତି କହିଛନ୍ତି ଯେ ଏହି ସୁବିଧା ଆସନ୍ତା ସପ୍ତାହରୁ ଆରମ୍ଭ ହେବ ଏବଂ ସମସ୍ତ ଜିଲ୍ଲାର ଛାତ୍ରଛାତ୍ରୀ ଏହାର ଲାଭ ଉଠାଇପାରିବେ।	[474, 38, 584, 154]
violence-body-col2: ନିର୍ବାଚନ ପରବର୍ତ୍ତୀ ହିଂସା ରୋକିବା ପାଇଁ ପୋଲିସ ମହାନିର୍ଦ୍ଦେଶକ ସମସ୍ତ ଜିଲ୍ଲା ଏସପିଙ୍କ ସହ ଭିଡ଼ିଓ କନଫରେନ୍ସ ମାଧ୍ୟମରେ ଆଲୋଚନା କରିଛନ୍ତି। ସମ୍ବେଦନଶୀଳ ବୁଥଗୁଡ଼ିକରେ ଅତିରିକ୍ତ ପୋଲିସ ବଳ ମୁତୟନ କରାଯିବ। ଯେକୌଣସି ଅପ୍ରୀତିକର ଘଟଣା ଘଟିଲେ ତୁରନ୍ତ କାର୍ଯ୍ୟାନୁଷ୍ଠାନ ଗ୍ରହଣ କରିବାକୁ ନିର୍ଦ୍ଦେଶ ଦିଆଯାଇଛି। ସାମାଜିକ ଗଣମାଧ୍ୟମରେ ଗୁଜବ ବ୍ୟାପିବାକୁ ରୋକିବା ପାଇଁ ସାଇବର ସେଲକୁ ସତର୍କ ରହିବାକୁ କୁହାଯାଇଛି। କେନ୍ଦ୍ରୀୟ ବଳର ଅତିରିକ୍ତ କମ୍ପାନୀ ରାଜ୍ୟରେ ପହଞ୍ଚିସାରିଛି। ପୂର୍ବ ପର୍ଯ୍ୟାୟ ନିର୍ବାଚନରେ ଘଟିଥିବା ଘଟଣାକୁ ଦୃଷ୍ଟିରେ ରଖି ଏଥର ଅଧିକ ସତର୍କତା ଅବଲମ୍ବନ କରାଯାଉଛି। ଡିଜିପି କହିଛନ୍ତି ଯେ ଶାନ୍ତିଶୃଙ୍ଖଳା ରକ୍ଷା ପାଇଁ ପୋଲିସ ପ୍ରସ୍ତୁତ।	[394, 736, 542, 808]
dgp-photo	[394, 598, 542, 732]
promo3-address: ଠିକଣା : ପ୍ଲଟ ନଂ-୪୫୬, ଶହୀଦନଗର, ଭୁବନେଶ୍ୱର-୭୫୧୦୦୭	[10, 1383, 157, 1390]
nh16-body-col5: ଜାତୀୟ ରାଜପଥ-୧୬ ରାଜ୍ୟର ସବୁଠାରୁ ବିପଜ୍ଜନକ ରାସ୍ତାରେ ପରିଣତ ହୋଇଛି। ଗତ କିଛି ବର୍ଷରେ ଏହି ରାଜପଥରେ ୧୧ ହଜାରରୁ ଅଧିକ ଦୁର୍ଘଟଣା ଘଟିଛି ଏବଂ ପ୍ରାୟ ୫ ହଜାର ଲୋକଙ୍କ ଜୀବନ ଯାଇଛି। ରାଜ୍ୟରେ ମୋଟ ୧୪୨ଟି ବ୍ଲାକସ୍ପଟ୍ ଚିହ୍ନଟ ହୋଇଥିବା ବେଳେ କେବଳ ଏନଏଚ୍-୧୬ରେ ୬୯ଟି ରହିଛି। ଅତ୍ୟଧିକ ବେଗ, ମଦ୍ୟପାନ କରି ଗାଡ଼ି ଚଳାଇବା ଓ ହେଲମେଟ ନ ପିନ୍ଧିବା ଦୁର୍ଘଟଣାର ମୁଖ୍ୟ କାରଣ। ୨୦୨୦ରେ ୧୨୩୫ ଦୁର୍ଘଟଣାରେ ୫୪୫ ମୃତ୍ୟୁ, ୨୦୨୧ରେ ୧୩୬୨ ଦୁର୍ଘଟଣାରେ ୬୦୧ ମୃତ୍ୟୁ, ୨୦୨୨ରେ ୧୪୮୯ ଦୁର୍ଘଟଣାରେ ୬୭୮ ମୃତ୍ୟୁ ଘଟିଛି। ପରିବହନ ବିଭାଗ ସଡ଼କ ସୁରକ୍ଷା ସଚେତନତା ଅଭିଯାନ ଚଳାଇବା ସହ ବ୍ଲାକସ୍ପଟ୍ ସୁଧାର ପାଇଁ ପଦକ୍ଷେପ ନେଉଛି। କଟକ, ଖୋର୍ଦ୍ଧା, ଗଞ୍ଜାମ, ବାଲେଶ୍ୱର ଓ ଭଦ୍ରକ ଜିଲ୍ଲାରେ ଦୁର୍ଘଟଣା ସଂଖ୍ୟା ସର୍ବାଧିକ। ରାତିରେ ରାସ୍ତା କଡ଼ରେ ଠିଆ ହୋଇଥିବା ଟ୍ରକ ସହ ଧକ୍କା ଅନେକ ଦୁର୍ଘଟଣାର କାରଣ। ଟ୍ରାଫିକ ପୋଲିସ ନିୟମିତ ଯାଞ୍ଚ ଜାରି ରଖିଛି ଏବଂ ନିୟମ ଉଲ୍ଲଙ୍ଘନକାରୀଙ୍କ ବିରୋଧରେ ଜରିମାନା ଆଦାୟ କରୁଛି।	[718, 1174, 824, 1319]
fdi-body-col2: ଜାତିସଂଘର ବାଣିଜ୍ୟ ଓ ବିକାଶ ସମ୍ମିଳନୀ ରିପୋର୍ଟ ଅନୁସାରେ ଆଗାମୀ ଦିନରେ ଭାରତକୁ ଅଧିକ ବିଦେଶୀ ପ୍ରତ୍ୟକ୍ଷ ନିବେଶ ଆସିବ। ଉତ୍ପାଦନ କ୍ଷେତ୍ରରେ ଭାରତ ଏକ ଆକର୍ଷଣୀୟ ଗନ୍ତବ୍ୟସ୍ଥଳ ଭାବେ ଉଭା ହେଉଛି। ଇଲେକ୍ଟ୍ରୋନିକ୍ସ ଓ ସେମିକଣ୍ଡକ୍ଟର କ୍ଷେତ୍ରରେ ବହୁ ବିଦେଶୀ କମ୍ପାନୀ ନିବେଶ କରିବାକୁ ଆଗ୍ରହ ଦେଖାଇଛନ୍ତି। ସରକାରଙ୍କ ପିଏଲଆଇ ଯୋଜନା ଯୋଗୁଁ ଏହି ଧାରା ଜାରି ରହିବ। ମୁଦ୍ରାସ୍ଫୀତି ହ୍ରାସ ପାଇବା ସହ ଭାରତର ଅର୍ଥନୀତି ସ୍ଥିର ରହିବ ବୋଲି ରିପୋର୍ଟରେ କୁହାଯାଇଛି। ଗତ ବର୍ଷ ତୁଳନାରେ ଚଳିତ ବର୍ଷ ନିବେଶ ପରିମାଣ ବଢ଼ିବ ବୋଲି ଆଶା। ପାଇପଲାଇନରେ ଥିବା ପ୍ରକଳ୍ପଗୁଡ଼ିକ ଶୀଘ୍ର କାର୍ଯ୍ୟକାରୀ ହେବ।	[128, 446, 238, 540]
promo1-email[interactable]: Email : utkaldeepika2016@gmail.com	[43, 1002, 205, 1012]
inset-headline[interactable]: ପାଣି ମୁହାଁ ଏମିତି ଗାଁ ଲୋକେ ନିହତ ବିକଳ	[17, 787, 109, 819]
chilika-dateline: ଭୁବନେଶ୍ୱର, ୧୮।୦୫ ବ୍ୟୁରୋ	[366, 404, 435, 410]
coin-stack-icon	[692, 104, 720, 142]
promo1-body: ସାପ୍ତାହିକ ସମାଚାର ପତ୍ରିକା 'ଉତ୍କଳ ଦୀପିକା' ପ୍ରକାଶନ ସଂଖ୍ୟାରୁ ଉପଲବ୍ଧ। ଏଣିକୁ ଭଲ ପାଠକୀୟ ପାଇଁ ନିୟମିତ ଗ୍ରାହକ ହୁଅନ୍ତୁ ଓ ନିଜର ଚାହିଦା ଅନୁସାରେ କପି ସଂଗ୍ରହ କରନ୍ତୁ। ଠିକଣା : ପ୍ଲଟ ନଂ-୪୫୬, ଶହୀଦନଗର, ଭୁବନେଶ୍ୱର-୭୫୧୦୦୭ ଜିଲ୍ଲା-ଖୋର୍ଦ୍ଧା, ଓଡ଼ିଶା ଦୂରଭାଷ : (୦୬୭୪) ୨୫୪୧୫୩୮, ୨୫୪୫୬୭୮ Email : utkaldeepika2016@gmail.com	[10, 920, 238, 1026]
gdp-dateline: ନୂଆଦିଲ୍ଲୀ, ୧୮।୫	[598, 150, 640, 156]
india-flag-icon	[610, 52, 646, 76]
magazine-subtitle: THE UTKAL DEEPIKA	[69, 583, 179, 593]
magazine-headline[interactable]: ଶତ ପ୍ରତିଶତ ହେଲାଣି ଭୂତଳ ଅପ୍‌ଟିକାଲ ଫାଇବର	[13, 639, 217, 651]
section-rule	[244, 1106, 944, 1108]
board-sign-odia: ମାଧ୍ୟମିକ ଶିକ୍ଷା ପରିଷଦ	[321, 48, 387, 56]
fdi-headline[interactable]: ଭାରତକୁ ଆସିବ ଅଧିକ ଏଫଡିଆଇ	[6, 314, 253, 336]
magazine-side-list: ଏଥର ପୃଷ୍ଠାରେ ଗଳ୍ପ କବିତା ପ୍ରବନ୍ଧ ଶିଶୁ କଥା ଚିତ୍ର	[17, 1174, 55, 1231]
bee-photo	[153, 1221, 235, 1277]
nabadas-body: ଝାରସୁଗୁଡ଼ା, ୧୮।୦୫ ବ୍ୟୁରୋ ପୂର୍ବତନ ମନ୍ତ୍ରୀ ନବ ଦାସଙ୍କ ପୁଅଙ୍କ ଘନିଷ୍ଠ ଜଣେ ବ୍ୟକ୍ତିଙ୍କ ଘରେ ଆୟକର ବିଭାଗର ଟିମ୍ ଚଢ଼ାଉ କରିଛି। ଝାରସୁଗୁଡ଼ା ସହରର ଏକ ଅଞ୍ଚଳରେ ଏହି ଚଢ଼ାଉ କରାଯାଇଥିଲା। ଆୟକର ଅଧିକାରୀମାନେ ବହୁ ଘଣ୍ଟା ଧରି ଯାଞ୍ଚ ଜାରି ରଖିଥିଲେ। ନିର୍ବାଚନ ସମୟରେ ନଗଦ ଅର୍ଥ ବଣ୍ଟନ ଅଭିଯୋଗକୁ ନେଇ ଏହି କାର୍ଯ୍ୟାନୁଷ୍ଠାନ ବୋଲି ସୂଚନା ମିଳିଛି। ଘଟଣାସ୍ଥଳରେ ବହୁ ସମର୍ଥକ ଏକାଠି ହୋଇଥିଲେ। ପୋଲିସ ପରିସ୍ଥିତି ନିୟନ୍ତ୍ରଣରେ ରଖିଥିଲା। ଚଢ଼ାଉରେ କ'ଣ ଜବତ ହୋଇଛି ସେ ସମ୍ପର୍କରେ ଏଯାଏଁ କୌଣସି ସୂଚନା ମିଳିନାହିଁ। ବିରୋଧୀ ଦଳ ଏହାକୁ ରାଜନୈତିକ ପ୍ରତିଶୋଧ ବୋଲି କହିଛନ୍ତି। ପୂର୍ବତନ ମନ୍ତ୍ରୀ ନବ ଦାସଙ୍କ ପୁଅଙ୍କ ଘନିଷ୍ଠ ଜଣେ ବ୍ୟକ୍ତିଙ୍କ ଘରେ ଆୟକର ବିଭାଗର ଟିମ୍ ଚଢ଼ାଉ କରିଛି। ଝାରସୁଗୁଡ଼ା ସହରର ଏକ ଅଞ୍ଚଳରେ ଏହି ଚଢ଼ାଉ କରାଯାଇଥିଲା। ଆୟକର ଅଧିକାରୀମାନେ ବହୁ ଘଣ୍ଟା ଧରି ଯାଞ୍ଚ ଜାରି ରଖିଥିଲେ। ନିର୍ବାଚନ ସମୟରେ ନଗଦ ଅର୍ଥ ବଣ୍ଟନ ଅଭିଯୋଗକୁ ନେଇ ଏହି କାର୍ଯ୍ୟାନୁଷ୍ଠାନ ବୋଲି ସୂଚନା ମିଳିଛି। ଘଟଣାସ୍ଥଳରେ ବହୁ ସମର୍ଥକ ଏକାଠି ହୋଇଥିଲେ। ପୋଲିସ ପରିସ୍ଥିତି ନିୟନ୍ତ୍ରଣରେ ରଖିଥିଲା। ଚଢ଼ାଉରେ କ'ଣ ଜବତ ହୋଇଛି ସେ ସମ୍ପର୍କରେ ଏଯାଏଁ କୌଣସି ସୂଚନା ମିଳିନାହିଁ। ବିରୋଧୀ ଦଳ ଏହାକୁ ରାଜନୈତିକ ପ୍ରତିଶୋଧ ବୋଲି କହିଛନ୍ତି।	[740, 590, 940, 684]
board-sign-city: CUTTACK	[341, 67, 367, 73]
chilika-body: କୃଷ୍ଣପ୍ରସାଦରେ ଆୟୋଜିତ ନିର୍ବାଚନୀ ସଭାରେ ଭି.କେ. ପାଣ୍ଡିଆନ ବିରୋଧୀଙ୍କୁ ଟାର୍ଗେଟ କରିଛନ୍ତି। ସେ କହିଛନ୍ତି ଯେ ଚିଲିକା ଉପରେ ସେତୁ ନିର୍ମାଣ କେବଳ ନବୀନ ପଟ୍ଟନାୟକ ହିଁ କରିପାରିବେ। ବିଗତ ବର୍ଷଗୁଡ଼ିକରେ ଅଞ୍ଚଳର ବିକାଶ ପାଇଁ ଅନେକ ଯୋଜନା କାର୍ଯ୍ୟକାରୀ ହୋଇଛି। ଲୋକମାନଙ୍କ ସମର୍ଥନ ନେଇ ବିଜେଡି ପୁଣି ସରକାର ଗଠନ କରିବ ବୋଲି ସେ ଦାବି କରିଛନ୍ତି। ସଭାରେ ବହୁ ସଂଖ୍ୟାରେ କର୍ମୀ ଓ ସମର୍ଥକ ଉପସ୍ଥିତ ଥିଲେ। ମତ୍ସ୍ୟଜୀବୀଙ୍କ ସମସ୍ୟା ସମାଧାନ ପାଇଁ ସ୍ୱତନ୍ତ୍ର ପଦକ୍ଷେପ ନିଆଯିବ ବୋଲି ସେ ପ୍ରତିଶ୍ରୁତି ଦେଇଛନ୍ତି। ମହିଳା ସଶକ୍ତିକରଣ ଓ ଯୁବ ନିଯୁକ୍ତି ପାଇଁ ମଧ୍ୟ ନୂଆ ଯୋଜନା ଆଣାଯିବ। କୃଷ୍ଣପ୍ରସାଦ ଅଞ୍ଚଳର ଲୋକମାନେ ବହୁ ଦିନରୁ ସେତୁ ଦାବି କରି ଆସୁଛନ୍ତି। ପାଣ୍ଡିଆନ କହିଛନ୍ତି ଯେ ବିରୋଧୀମାନେ କେବଳ ମିଥ୍ୟା ପ୍ରତିଶ୍ରୁତି ଦେଉଛନ୍ତି।	[366, 404, 501, 498]
nilakantha-headline[interactable]: ନୀଳକଣ୍ଠ ମିଶ୍ର ହେଲେ ଜନସ୍ୱାସ୍ଥ୍ୟ ନିର୍ଦ୍ଦେଶକ	[602, 855, 859, 871]
callout-line-2: ୧୪୨ ବ୍ଲାକସ୍ପଟ୍	[383, 1211, 461, 1225]
section-rule	[0, 542, 945, 544]
gdp-letter-d: D	[654, 86, 682, 112]
fdi-body: ଜାତିସଂଘର ବାଣିଜ୍ୟ ଓ ବିକାଶ ସମ୍ମିଳନୀ ରିପୋର୍ଟ ଅନୁସାରେ ଆଗାମୀ ଦିନରେ ଭାରତକୁ ଅଧିକ ବିଦେଶୀ ପ୍ରତ୍ୟକ୍ଷ ନିବେଶ ଆସିବ। ଉତ୍ପାଦନ କ୍ଷେତ୍ରରେ ଭାରତ ଏକ ଆକର୍ଷଣୀୟ ଗନ୍ତବ୍ୟସ୍ଥଳ ଭାବେ ଉଭା ହେଉଛି। ଇଲେକ୍ଟ୍ରୋନିକ୍ସ ଓ ସେମିକଣ୍ଡକ୍ଟର କ୍ଷେତ୍ରରେ ବହୁ ବିଦେଶୀ କମ୍ପାନୀ ନିବେଶ କରିବାକୁ ଆଗ୍ରହ ଦେଖାଇଛନ୍ତି। ସରକାରଙ୍କ ପିଏଲଆଇ ଯୋଜନା ଯୋଗୁଁ ଏହି ଧାରା ଜାରି ରହିବ। ମୁଦ୍ରାସ୍ଫୀତି ହ୍ରାସ ପାଇବା ସହ ଭାରତର ଅର୍ଥନୀତି ସ୍ଥିର ରହିବ ବୋଲି ରିପୋର୍ଟରେ କୁହାଯାଇଛି। ଗତ ବର୍ଷ ତୁଳନାରେ ଚଳିତ ବର୍ଷ ନିବେଶ ପରିମାଣ ବଢ଼ିବ ବୋଲି ଆଶା। ପାଇପଲାଇନରେ ଥିବା ପ୍ରକଳ୍ପଗୁଡ଼ିକ ଶୀଘ୍ର କାର୍ଯ୍ୟକାରୀ ହେବ।	[6, 346, 124, 433]
gdp-headline[interactable]: ୨୦୨୪ରେ ଭାରତର ଜିଡିପି ଅଭିବୃଦ୍ଧି ଆକଳନ ୬.୯% ପର୍ଯ୍ୟନ୍ତ ବୃଦ୍ଧି	[596, 14, 915, 28]
certificate-body-col3: ଏଣିକି ମାଟ୍ରିକ ପରୀକ୍ଷାର୍ଥୀମାନେ ଅନ୍‌ଲାଇନ ଓ ହ୍ୱାଟ୍ସଆପ ମାଧ୍ୟମରେ ନିଜର ସାର୍ଟିଫିକେଟ ପାଇପାରିବେ। ମାଧ୍ୟମିକ ଶିକ୍ଷା ପରିଷଦ ପକ୍ଷରୁ ଏହି ନୂଆ ବ୍ୟବସ୍ଥା କରାଯାଇଛି। ଛାତ୍ରଛାତ୍ରୀମାନେ ବିଦ୍ୟାଳୟକୁ ନ ଯାଇ ଘରେ ବସି ସାର୍ଟିଫିକେଟ ଡାଉନଲୋଡ କରିପାରିବେ। ଏଥିପାଇଁ ଏକ ସ୍ୱତନ୍ତ୍ର ପୋର୍ଟାଲ ପ୍ରସ୍ତୁତ କରାଯାଇଛି ଏବଂ ହ୍ୱାଟ୍ସଆପ ନମ୍ବର ମାଧ୍ୟମରେ ମଧ୍ୟ ସାର୍ଟିଫିକେଟ ପଠାଯିବ। ଏହା ଦ୍ୱାରା ସମୟ ଓ ଅର୍ଥ ସଞ୍ଚୟ ହେବ ବୋଲି ପରିଷଦ ସୂଚନା ଦେଇଛି। ପୂର୍ବରୁ ସାର୍ଟିଫିକେଟ ପାଇଁ ଛାତ୍ରଛାତ୍ରୀଙ୍କୁ ଅନେକ ଦିନ ଅପେକ୍ଷା କରିବାକୁ ପଡୁଥିଲା। ନୂଆ ବ୍ୟବସ୍ଥାରେ ମାର୍କସିଟ ଓ ମାଇଗ୍ରେସନ ସାର୍ଟିଫିକେଟ ମଧ୍ୟ ମିଳିପାରିବ। ପରିଷଦର ସଭାପତି କହିଛନ୍ତି ଯେ ଏହି ସୁବିଧା ଆସନ୍ତା ସପ୍ତାହରୁ ଆରମ୍ଭ ହେବ ଏବଂ ସମସ୍ତ ଜିଲ୍ଲାର ଛାତ୍ରଛାତ୍ରୀ ଏହାର ଲାଭ ଉଠାଇପାରିବେ।	[356, 104, 468, 220]
rni-number: RNI Regd. No. : 52640/94	[2, 261, 73, 267]
coin-stack-icon	[654, 114, 682, 142]
board-office-photo	[238, 38, 468, 100]
nh16-body-col6: ଜାତୀୟ ରାଜପଥ-୧୬ ରାଜ୍ୟର ସବୁଠାରୁ ବିପଜ୍ଜନକ ରାସ୍ତାରେ ପରିଣତ ହୋଇଛି। ଗତ କିଛି ବର୍ଷରେ ଏହି ରାଜପଥରେ ୧୧ ହଜାରରୁ ଅଧିକ ଦୁର୍ଘଟଣା ଘଟିଛି ଏବଂ ପ୍ରାୟ ୫ ହଜାର ଲୋକଙ୍କ ଜୀବନ ଯାଇଛି। ରାଜ୍ୟରେ ମୋଟ ୧୪୨ଟି ବ୍ଲାକସ୍ପଟ୍ ଚିହ୍ନଟ ହୋଇଥିବା ବେଳେ କେବଳ ଏନଏଚ୍-୧୬ରେ ୬୯ଟି ରହିଛି। ଅତ୍ୟଧିକ ବେଗ, ମଦ୍ୟପାନ କରି ଗାଡ଼ି ଚଳାଇବା ଓ ହେଲମେଟ ନ ପିନ୍ଧିବା ଦୁର୍ଘଟଣାର ମୁଖ୍ୟ କାରଣ। ୨୦୨୦ରେ ୧୨୩୫ ଦୁର୍ଘଟଣାରେ ୫୪୫ ମୃତ୍ୟୁ, ୨୦୨୧ରେ ୧୩୬୨ ଦୁର୍ଘଟଣାରେ ୬୦୧ ମୃତ୍ୟୁ, ୨୦୨୨ରେ ୧୪୮୯ ଦୁର୍ଘଟଣାରେ ୬୭୮ ମୃତ୍ୟୁ ଘଟିଛି। ପରିବହନ ବିଭାଗ ସଡ଼କ ସୁରକ୍ଷା ସଚେତନତା ଅଭିଯାନ ଚଳାଇବା ସହ ବ୍ଲାକସ୍ପଟ୍ ସୁଧାର ପାଇଁ ପଦକ୍ଷେପ ନେଉଛି। କଟକ, ଖୋର୍ଦ୍ଧା, ଗଞ୍ଜାମ, ବାଲେଶ୍ୱର ଓ ଭଦ୍ରକ ଜିଲ୍ଲାରେ ଦୁର୍ଘଟଣା ସଂଖ୍ୟା ସର୍ବାଧିକ। ରାତିରେ ରାସ୍ତା କଡ଼ରେ ଠିଆ ହୋଇଥିବା ଟ୍ରକ ସହ ଧକ୍କା ଅନେକ ଦୁର୍ଘଟଣାର କାରଣ। ଟ୍ରାଫିକ ପୋଲିସ ନିୟମିତ ଯାଞ୍ଚ ଜାରି ରଖିଛି ଏବଂ ନିୟମ ଉଲ୍ଲଙ୍ଘନକାରୀଙ୍କ ବିରୋଧରେ ଜରିମାନା ଆଦାୟ କରୁଛି।	[830, 1174, 940, 1312]
promo1-title-bar: ସଂଗ୍ରହ କରନ୍ତୁ ! ସଂଗ୍ରହ କରନ୍ତୁ !	[8, 894, 240, 918]
nilakantha-body-col3: ଜନସ୍ୱାସ୍ଥ୍ୟ ନିର୍ଦ୍ଦେଶକ ଭାବେ ଡାକ୍ତର ନୀଳକଣ୍ଠ ମିଶ୍ର ଦାୟିତ୍ୱ ଗ୍ରହଣ କରିଛନ୍ତି। ସେ ପୂର୍ବରୁ ବିଭିନ୍ନ ଗୁରୁତ୍ୱପୂର୍ଣ୍ଣ ପଦବୀରେ ରହି କାର୍ଯ୍ୟ କରିଥିଲେ। ରାଜ୍ୟର ସ୍ୱାସ୍ଥ୍ୟ ସେବାକୁ ଆହୁରି ମଜବୁତ କରିବା ତାଙ୍କର ଲକ୍ଷ୍ୟ ବୋଲି ସେ କହିଛନ୍ତି। ଗ୍ରାମାଞ୍ଚଳରେ ସ୍ୱାସ୍ଥ୍ୟ ସେବା ସୁଧାର ପାଇଁ ସ୍ୱତନ୍ତ୍ର ଧ୍ୟାନ ଦିଆଯିବ। ସଂକ୍ରାମକ ରୋଗ ନିୟନ୍ତ୍ରଣ ଓ ଟିକାକରଣ କାର୍ଯ୍ୟକ୍ରମକୁ ତ୍ୱରାନ୍ୱିତ କରାଯିବ। ଗ୍ରୀଷ୍ମପ୍ରବାହ ସମୟରେ ଲୋକମାନଙ୍କୁ ସତର୍କ ରହିବାକୁ ସେ ପରାମର୍ଶ ଦେଇଛନ୍ତି। ସମସ୍ତ ସ୍ୱାସ୍ଥ୍ୟ କେନ୍ଦ୍ରରେ ଔଷଧ ଓ ଓଆରଏସ ଉପଲବ୍ଧ ରଖିବାକୁ ନିର୍ଦ୍ଦେଶ ଦିଆଯାଇଛି।	[816, 880, 940, 952]
gdp-photo	[598, 38, 738, 146]
certificate-headline[interactable]: ଏଥର ଅନ୍‌ଲାଇନ ଓ ହ୍ୱାଟ୍ସଆପରେ ମିଳିବ ମାଟ୍ରିକ ସାର୍ଟିଫିକେଟ	[126, 12, 507, 30]
promo3-body: ସାପ୍ତାହିକ ସମାଚାର ପତ୍ରିକା 'ଉତ୍କଳ ଦୀପିକା' ପ୍ରକାଶନ ସଂଖ୍ୟାରୁ ଉପଲବ୍ଧ। ନିଜର ଚାହିଦା ଅନୁସାରେ କପି ସଂଗ୍ରହ କରନ୍ତୁ ଓ ଗ୍ରାହକ ହୁଅନ୍ତୁ। ଠିକଣା : ପ୍ଲଟ ନଂ-୪୫୬, ଶହୀଦନଗର, ଭୁବନେଶ୍ୱର-୭୫୧୦୦୭ ଜିଲ୍ଲା-ଖୋର୍ଦ୍ଧା, ଓଡ଼ିଶା ଦୂରଭାଷ : (୦୬୭୪) ୨୫୪୧୫୩୮, ୨୫୪୫୬୭୮ Email : utkaldeepika2016@gmail.com	[10, 1352, 238, 1446]
violence-body-col3: ନିର୍ବାଚନ ପରବର୍ତ୍ତୀ ହିଂସା ରୋକିବା ପାଇଁ ପୋଲିସ ମହାନିର୍ଦ୍ଦେଶକ ସମସ୍ତ ଜିଲ୍ଲା ଏସପିଙ୍କ ସହ ଭିଡ଼ିଓ କନଫରେନ୍ସ ମାଧ୍ୟମରେ ଆଲୋଚନା କରିଛନ୍ତି। ସମ୍ବେଦନଶୀଳ ବୁଥଗୁଡ଼ିକରେ ଅତିରିକ୍ତ ପୋଲିସ ବଳ ମୁତୟନ କରାଯିବ। ଯେକୌଣସି ଅପ୍ରୀତିକର ଘଟଣା ଘଟିଲେ ତୁରନ୍ତ କାର୍ଯ୍ୟାନୁଷ୍ଠାନ ଗ୍ରହଣ କରିବାକୁ ନିର୍ଦ୍ଦେଶ ଦିଆଯାଇଛି। ସାମାଜିକ ଗଣମାଧ୍ୟମରେ ଗୁଜବ ବ୍ୟାପିବାକୁ ରୋକିବା ପାଇଁ ସାଇବର ସେଲକୁ ସତର୍କ ରହିବାକୁ କୁହାଯାଇଛି। କେନ୍ଦ୍ରୀୟ ବଳର ଅତିରିକ୍ତ କମ୍ପାନୀ ରାଜ୍ୟରେ ପହଞ୍ଚିସାରିଛି। ପୂର୍ବ ପର୍ଯ୍ୟାୟ ନିର୍ବାଚନରେ ଘଟିଥିବା ଘଟଣାକୁ ଦୃଷ୍ଟିରେ ରଖି ଏଥର ଅଧିକ ସତର୍କତା ଅବଲମ୍ବନ କରାଯାଉଛି। ଡିଜିପି କହିଛନ୍ତି ଯେ ଶାନ୍ତିଶୃଙ୍ଖଳା ରକ୍ଷା ପାଇଁ ପୋଲିସ ପ୍ରସ୍ତୁତ।	[548, 596, 732, 654]
magazine-promo[interactable]	[8, 548, 240, 878]
certificate-dateline: କଟକ, ୧୮।୦୫ ବ୍ୟୁରୋ	[126, 38, 184, 44]
climate-headline-1[interactable]: ଜଳବାୟୁ ପରିବର୍ତ୍ତନ	[110, 1179, 204, 1193]
promo3-title-bar: ସଂଗ୍ରହ କରନ୍ତୁ ! ସଂଗ୍ରହ କରନ୍ତୁ !	[8, 1324, 240, 1350]
flower-icon	[21, 1053, 61, 1097]
masthead-day-year: ରବିବାର, ୨୦୨୪	[5, 204, 61, 214]
encounter-headline-2[interactable]: ଜଣେ ନକ୍ସଲ ନିହତ	[494, 869, 578, 882]
chilika-body-col2: କୃଷ୍ଣପ୍ରସାଦରେ ଆୟୋଜିତ ନିର୍ବାଚନୀ ସଭାରେ ଭି.କେ. ପାଣ୍ଡିଆନ ବିରୋଧୀଙ୍କୁ ଟାର୍ଗେଟ କରିଛନ୍ତି। ସେ କହିଛନ୍ତି ଯେ ଚିଲିକା ଉପରେ ସେତୁ ନିର୍ମାଣ କେବଳ ନବୀନ ପଟ୍ଟନାୟକ ହିଁ କରିପାରିବେ। ବିଗତ ବର୍ଷଗୁଡ଼ିକରେ ଅଞ୍ଚଳର ବିକାଶ ପାଇଁ ଅନେକ ଯୋଜନା କାର୍ଯ୍ୟକାରୀ ହୋଇଛି। ଲୋକମାନଙ୍କ ସମର୍ଥନ ନେଇ ବିଜେଡି ପୁଣି ସରକାର ଗଠନ କରିବ ବୋଲି ସେ ଦାବି କରିଛନ୍ତି। ସଭାରେ ବହୁ ସଂଖ୍ୟାରେ କର୍ମୀ ଓ ସମର୍ଥକ ଉପସ୍ଥିତ ଥିଲେ। ମତ୍ସ୍ୟଜୀବୀଙ୍କ ସମସ୍ୟା ସମାଧାନ ପାଇଁ ସ୍ୱତନ୍ତ୍ର ପଦକ୍ଷେପ ନିଆଯିବ ବୋଲି ସେ ପ୍ରତିଶ୍ରୁତି ଦେଇଛନ୍ତି। ମହିଳା ସଶକ୍ତିକରଣ ଓ ଯୁବ ନିଯୁକ୍ତି ପାଇଁ ମଧ୍ୟ ନୂଆ ଯୋଜନା ଆଣାଯିବ। କୃଷ୍ଣପ୍ରସାଦ ଅଞ୍ଚଳର ଲୋକମାନେ ବହୁ ଦିନରୁ ସେତୁ ଦାବି କରି ଆସୁଛନ୍ତି। ପାଣ୍ଡିଆନ କହିଛନ୍ତି ଯେ ବିରୋଧୀମାନେ କେବଳ ମିଥ୍ୟା ପ୍ରତିଶ୍ରୁତି ଦେଉଛନ୍ତି।	[644, 404, 786, 491]
nilakantha-body-col1	[604, 882, 710, 1098]
nh16-body-col1	[248, 1174, 358, 1446]
violence-body: ନିର୍ବାଚନ ପରବର୍ତ୍ତୀ ହିଂସା ରୋକିବା ପାଇଁ ପୋଲିସ ମହାନିର୍ଦ୍ଦେଶକ ସମସ୍ତ ଜିଲ୍ଲା ଏସପିଙ୍କ ସହ ଭିଡ଼ିଓ କନଫରେନ୍ସ ମାଧ୍ୟମରେ ଆଲୋଚନା କରିଛନ୍ତି। ସମ୍ବେଦନଶୀଳ ବୁଥଗୁଡ଼ିକରେ ଅତିରିକ୍ତ ପୋଲିସ ବଳ ମୁତୟନ କରାଯିବ। ଯେକୌଣସି ଅପ୍ରୀତିକର ଘଟଣା ଘଟିଲେ ତୁରନ୍ତ କାର୍ଯ୍ୟାନୁଷ୍ଠାନ ଗ୍ରହଣ କରିବାକୁ ନିର୍ଦ୍ଦେଶ ଦିଆଯାଇଛି। ସାମାଜିକ ଗଣମାଧ୍ୟମରେ ଗୁଜବ ବ୍ୟାପିବାକୁ ରୋକିବା ପାଇଁ ସାଇବର ସେଲକୁ ସତର୍କ ରହିବାକୁ କୁହାଯାଇଛି। କେନ୍ଦ୍ରୀୟ ବଳର ଅତିରିକ୍ତ କମ୍ପାନୀ ରାଜ୍ୟରେ ପହଞ୍ଚିସାରିଛି। ପୂର୍ବ ପର୍ଯ୍ୟାୟ ନିର୍ବାଚନରେ ଘଟିଥିବା ଘଟଣାକୁ ଦୃଷ୍ଟିରେ ରଖି ଏଥର ଅଧିକ ସତର୍କତା ଅବଲମ୍ବନ କରାଯାଉଛି। ଡିଜିପି କହିଛନ୍ତି ଯେ ଶାନ୍ତିଶୃଙ୍ଖଳା ରକ୍ଷା ପାଇଁ ପୋଲିସ ପ୍ରସ୍ତୁତ।	[248, 596, 389, 675]
encounter-dateline: ମାଲକାନଗିରି, ୧୮।୫ ବ୍ୟୁରୋ	[478, 888, 543, 894]
gdp-body-col3: ଜାତିସଂଘ ୨୦୨୪ ବର୍ଷ ପାଇଁ ଭାରତର ଅର୍ଥନୈତିକ ଅଭିବୃଦ୍ଧି ଆକଳନକୁ ବୃଦ୍ଧି କରି ୬.୯ ପ୍ରତିଶତ କରିଛି। ଏହା ପୂର୍ବ ଆକଳନ ୬.୨ ପ୍ରତିଶତଠାରୁ ଅଧିକ। ଦୃଢ଼ ସରକାରୀ ନିବେଶ ଓ ଘରୋଇ ଖର୍ଚ୍ଚ ବୃଦ୍ଧି ଯୋଗୁଁ ଏହି ଅଭିବୃଦ୍ଧି ଦେଖିବାକୁ ମିଳିଛି ବୋଲି ରିପୋର୍ଟରେ ଉଲ୍ଲେଖ କରାଯାଇଛି। ୨୦୨୫ ବର୍ଷ ପାଇଁ ଅଭିବୃଦ୍ଧି ୬.୬ ପ୍ରତିଶତ ରହିବ ବୋଲି ଆକଳନ କରାଯାଇଛି। ବିଶ୍ୱ ଅର୍ଥନୀତି ୨.୭ ପ୍ରତିଶତ ହାରରେ ବଢ଼ିବ ବୋଲି ଜାତିସଂଘ କହିଛି। ଭାରତ ଦ୍ରୁତତମ ଅଭିବୃଦ୍ଧି ହାସଲ କରୁଥିବା ପ୍ରମୁଖ ଅର୍ଥନୀତି ଭାବେ ରହିବ। ମୁଦ୍ରାସ୍ଫୀତି ହ୍ରାସ ପାଇବ ବୋଲି ମଧ୍ୟ ଆଶା କରାଯାଉଛି। ରପ୍ତାନି କ୍ଷେତ୍ରରେ ଫାର୍ମାସ୍ୟୁଟିକାଲ ଓ ରାସାୟନିକ ଦ୍ରବ୍ୟର ଚାହିଦା ବଢ଼ିବ। ଦକ୍ଷିଣ ଏସିଆ ଅଞ୍ଚଳର ଅଭିବୃଦ୍ଧି ୫.୮ ପ୍ରତିଶତ ରହିବ ବୋଲି ରିପୋର୍ଟରେ କୁହାଯାଇଛି।	[846, 38, 940, 169]
